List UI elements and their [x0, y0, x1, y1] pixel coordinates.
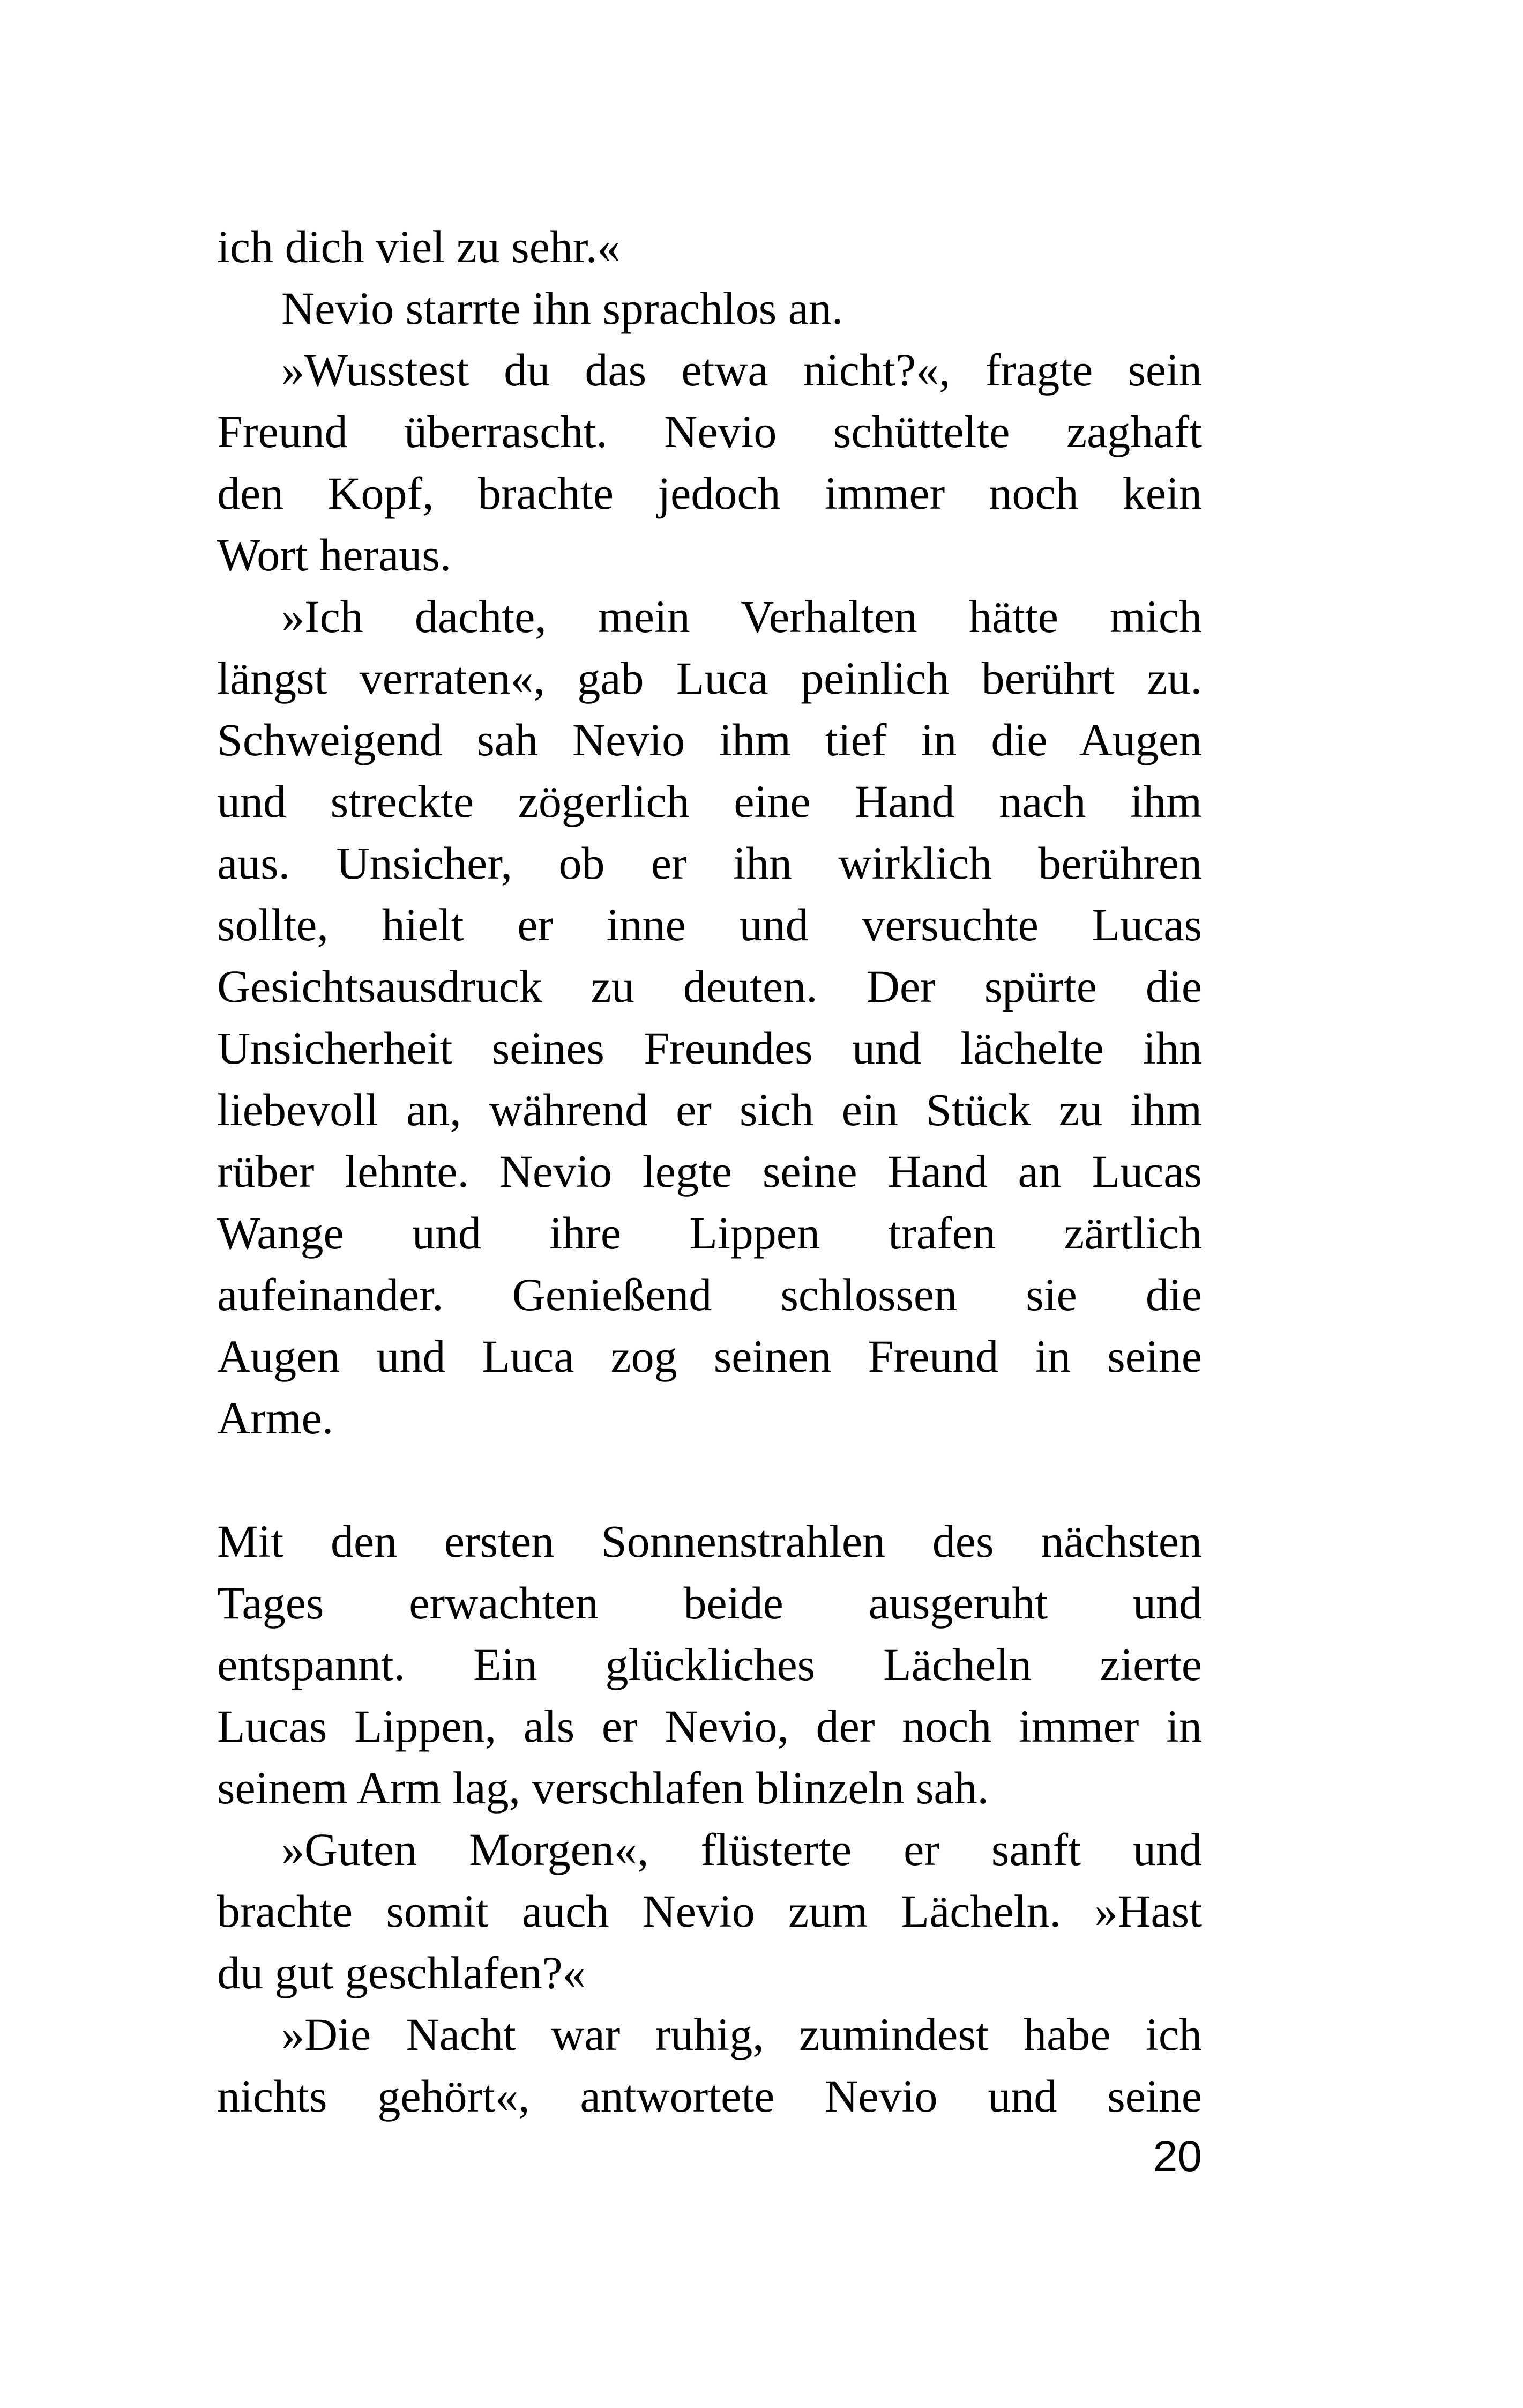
text-line: liebevoll an, während er sich ein Stück zu ihm	[217, 1084, 1202, 1135]
text-line: sollte, hielt er inne und versuchte Lucas	[217, 899, 1202, 950]
text-line: längst verraten«, gab Luca peinlich berührt zu.	[217, 652, 1202, 704]
text-line: »Die Nacht war ruhig, zumindest habe ich	[281, 2009, 1202, 2060]
text-line: du gut geschlafen?«	[217, 1947, 586, 1998]
text-line: Nevio starrte ihn sprachlos an.	[281, 283, 843, 334]
text-line: Schweigend sah Nevio ihm tief in die Augen	[217, 714, 1202, 765]
text-line: aufeinander. Genießend schlossen sie die	[217, 1269, 1202, 1320]
text-line: Arme.	[217, 1392, 334, 1444]
text-line: rüber lehnte. Nevio legte seine Hand an Lucas	[217, 1146, 1202, 1197]
text-line: ich dich viel zu sehr.«	[217, 221, 621, 272]
text-line: »Wusstest du das etwa nicht?«, fragte sein	[281, 344, 1202, 396]
text-line: Wange und ihre Lippen trafen zärtlich	[217, 1207, 1202, 1259]
text-line: Freund überrascht. Nevio schüttelte zaghaft	[217, 406, 1202, 457]
text-line: »Ich dachte, mein Verhalten hätte mich	[281, 591, 1202, 642]
text-line: und streckte zögerlich eine Hand nach ihm	[217, 776, 1202, 827]
text-line: seinem Arm lag, verschlafen blinzeln sah.	[217, 1762, 989, 1814]
text-line: »Guten Morgen«, flüsterte er sanft und	[281, 1824, 1202, 1875]
text-line: Mit den ersten Sonnenstrahlen des nächsten	[217, 1515, 1202, 1567]
text-line: Tages erwachten beide ausgeruht und	[217, 1577, 1202, 1629]
text-line: brachte somit auch Nevio zum Lächeln. »Hast	[217, 1885, 1202, 1937]
text-line: Gesichtsausdruck zu deuten. Der spürte die	[217, 961, 1202, 1012]
text-line: Unsicherheit seines Freundes und lächelte ihn	[217, 1022, 1202, 1074]
text-line: aus. Unsicher, ob er ihn wirklich berühren	[217, 837, 1202, 889]
text-line: Wort heraus.	[217, 529, 452, 581]
page-number: 20	[1153, 2132, 1202, 2181]
text-line: Augen und Luca zog seinen Freund in seine	[217, 1331, 1202, 1382]
text-line: Lucas Lippen, als er Nevio, der noch immer in	[217, 1700, 1202, 1752]
body-text	[217, 216, 1202, 2127]
text-line: nichts gehört«, antwortete Nevio und seine	[217, 2070, 1202, 2122]
text-line: den Kopf, brachte jedoch immer noch kein	[217, 467, 1202, 519]
text-line: entspannt. Ein glückliches Lächeln zierte	[217, 1639, 1202, 1690]
